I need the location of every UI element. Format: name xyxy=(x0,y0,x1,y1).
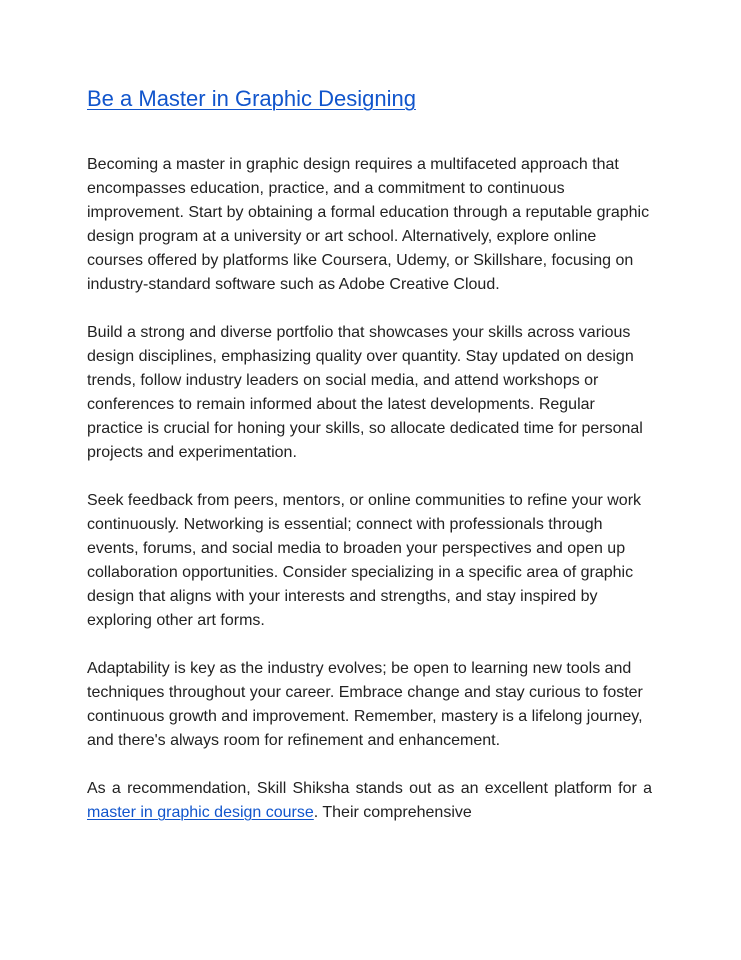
paragraph-feedback: Seek feedback from peers, mentors, or online communities to refine your work continuously. Networking is essential; connect with professionals through events, forums, and social media to broaden your perspectives and open up collaboration opportunities. Consider specializing in a specific area of graphic design that aligns with your interests and strengths, and stay inspired by exploring other art forms. xyxy=(87,492,642,629)
recommendation-text-after: . Their comprehensive xyxy=(313,804,472,821)
document-title[interactable]: Be a Master in Graphic Designing xyxy=(87,86,416,111)
paragraph-adaptability: Adaptability is key as the industry evolves; be open to learning new tools and techniques throughout your career. Embrace change and stay curious to foster continuous growth and improvement. Remember, mastery is a lifelong journey, and there's always room for refinement and enhancement. xyxy=(87,660,643,749)
document-body xyxy=(87,84,652,825)
recommendation-text-before: As a recommendation, Skill Shiksha stands out as an excellent platform for a xyxy=(87,780,652,797)
paragraph-education: Becoming a master in graphic design requires a multifaceted approach that encompasses education, practice, and a commitment to continuous improvement. Start by obtaining a formal education through a reputable graphic design program at a university or art school. Alternatively, explore online courses offered by platforms like Coursera, Udemy, or Skillshare, focusing on industry-standard software such as Adobe Creative Cloud. xyxy=(87,156,650,293)
paragraph-portfolio: Build a strong and diverse portfolio that showcases your skills across various design disciplines, emphasizing quality over quantity. Stay updated on design trends, follow industry leaders on social media, and attend workshops or conferences to remain informed about the latest developments. Regular practice is crucial for honing your skills, so allocate dedicated time for personal projects and experimentation. xyxy=(87,324,643,461)
paragraph-recommendation xyxy=(87,777,652,825)
course-link[interactable]: master in graphic design course xyxy=(87,804,314,821)
